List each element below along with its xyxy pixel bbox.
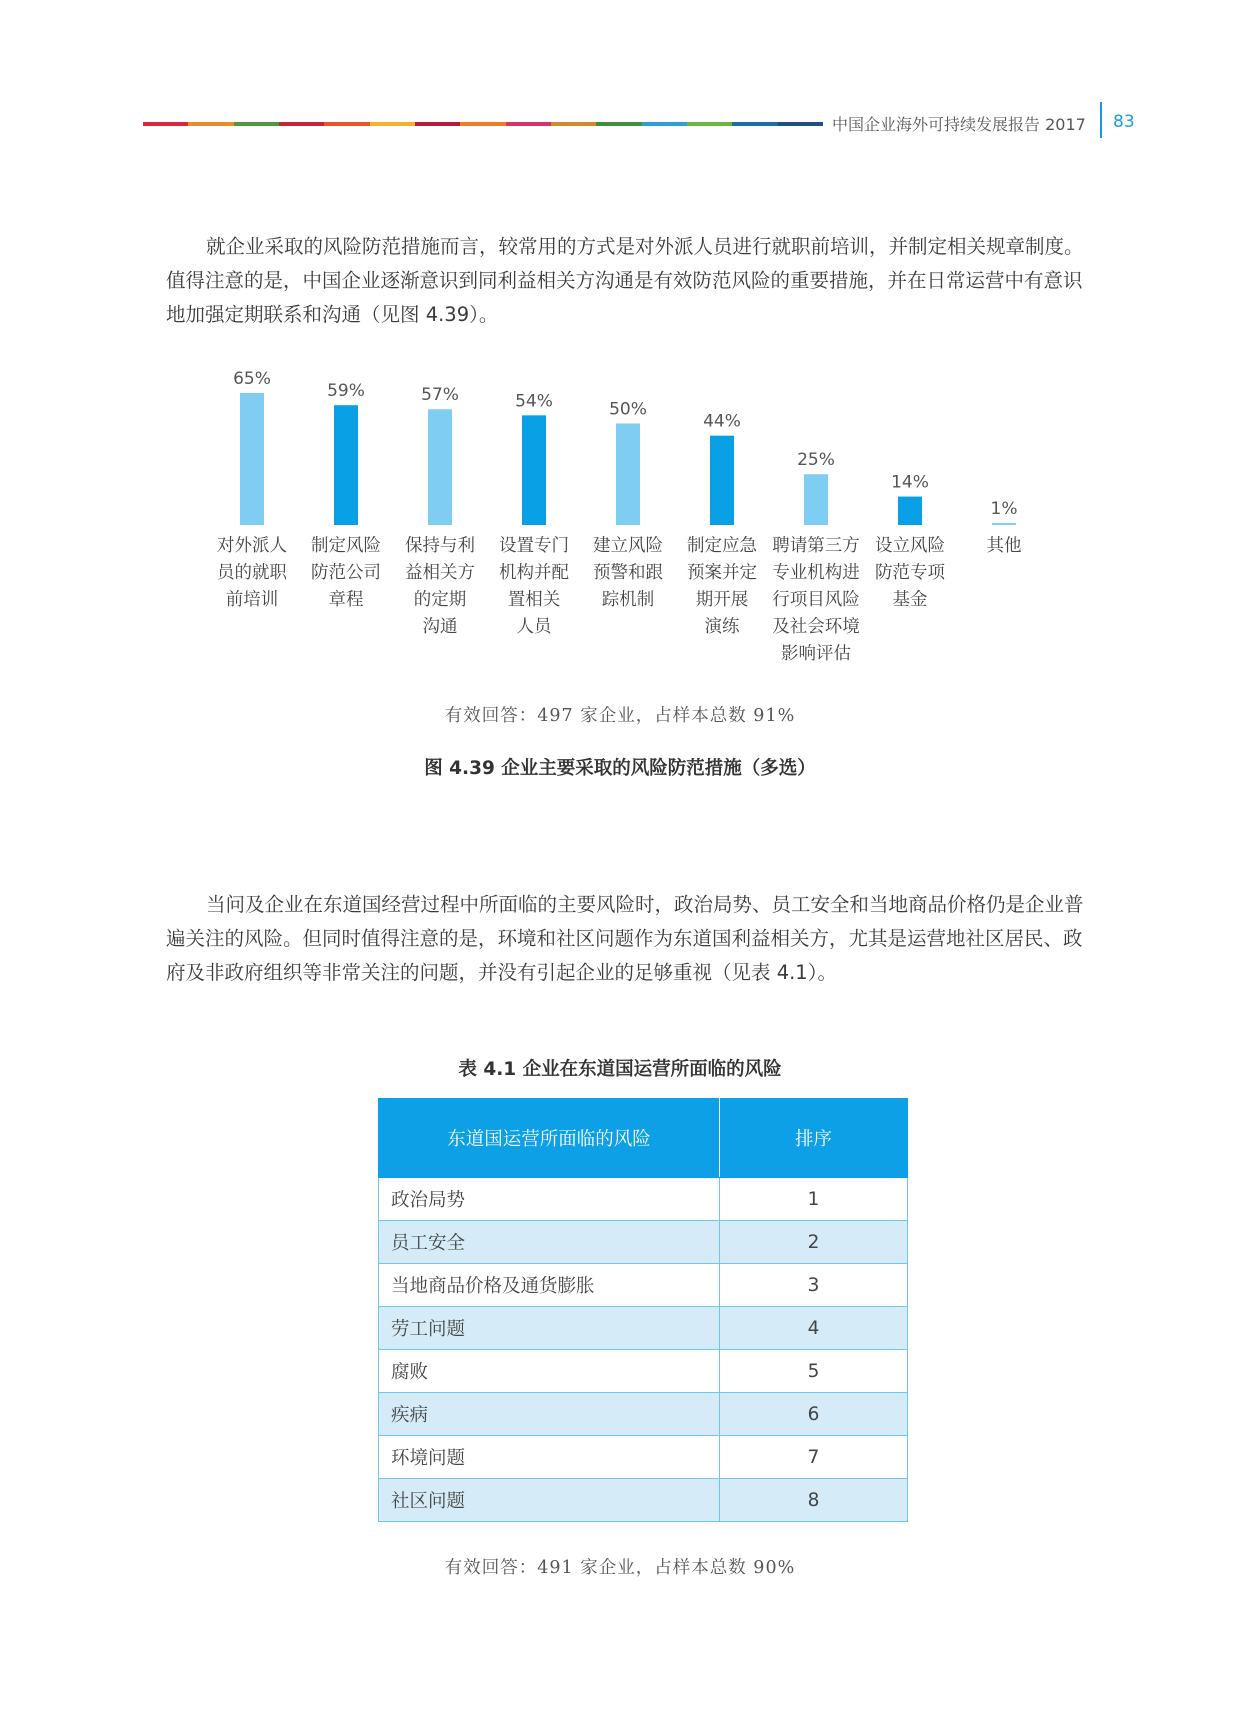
table-row xyxy=(379,1221,908,1264)
category-label: 建立风险 预警和跟 踪机制 xyxy=(593,536,663,610)
table-row xyxy=(379,1350,908,1393)
report-title: 中国企业海外可持续发展报告 2017 xyxy=(832,115,1086,134)
risk-name: 腐败 xyxy=(379,1350,720,1393)
risk-rank: 7 xyxy=(720,1436,908,1479)
bar-value-label: 1% xyxy=(990,498,1018,519)
stripe-segment xyxy=(370,122,415,126)
stripe-segment xyxy=(324,122,369,126)
stripe-segment xyxy=(596,122,641,126)
bar-value-label: 50% xyxy=(609,399,647,420)
stripe-segment xyxy=(234,122,279,126)
risk-name: 员工安全 xyxy=(379,1221,720,1264)
risk-rank: 5 xyxy=(720,1350,908,1393)
table-row xyxy=(379,1178,908,1221)
bar-value-label: 54% xyxy=(515,391,553,412)
bar xyxy=(240,393,264,525)
second-paragraph-text: 当问及企业在东道国经营过程中所面临的主要风险时，政治局势、员工安全和当地商品价格仍是企业普遍关注的风险。但同时值得注意的是，环境和社区问题作为东道国利益相关方，尤其是运营地社区居民、政府及非政府组织等非常关注的问题，并没有引起企业的足够重视（见表 4.1）。 xyxy=(166,893,1084,984)
risk-rank: 3 xyxy=(720,1264,908,1307)
bar-value-label: 44% xyxy=(703,411,741,432)
stripe-segment xyxy=(551,122,596,126)
bar xyxy=(522,415,546,525)
category-label: 制定应急 预案并定 期开展 演练 xyxy=(687,536,757,637)
stripe-segment xyxy=(460,122,505,126)
table-row xyxy=(379,1264,908,1307)
bar-value-label: 25% xyxy=(797,450,835,471)
stripe-segment xyxy=(687,122,732,126)
bar xyxy=(898,497,922,525)
second-paragraph xyxy=(166,888,1100,990)
header-rank: 排序 xyxy=(720,1099,908,1178)
figure-caption: 图 4.39 企业主要采取的风险防范措施（多选） xyxy=(424,758,816,779)
risk-rank: 6 xyxy=(720,1393,908,1436)
stripe-segment xyxy=(415,122,460,126)
bar xyxy=(616,423,640,525)
risk-name: 政治局势 xyxy=(379,1178,720,1221)
bar xyxy=(428,409,452,525)
risk-name: 当地商品价格及通货膨胀 xyxy=(379,1264,720,1307)
header-color-stripe xyxy=(143,122,823,126)
risk-table xyxy=(378,1098,908,1522)
table-row xyxy=(379,1479,908,1522)
bar-value-label: 59% xyxy=(327,381,365,402)
table-note: 有效回答：491 家企业，占样本总数 90% xyxy=(444,1558,796,1578)
table-caption: 表 4.1 企业在东道国运营所面临的风险 xyxy=(458,1059,782,1080)
intro-paragraph xyxy=(166,230,1100,332)
intro-paragraph-text: 就企业采取的风险防范措施而言，较常用的方式是对外派人员进行就职前培训，并制定相关规章制度。值得注意的是，中国企业逐渐意识到同利益相关方沟通是有效防范风险的重要措施，并在日常运营中有意识地加强定期联系和沟通（见图 4.39）。 xyxy=(166,235,1084,326)
risk-rank: 4 xyxy=(720,1307,908,1350)
header-risk: 东道国运营所面临的风险 xyxy=(379,1099,720,1178)
chart-note: 有效回答：497 家企业，占样本总数 91% xyxy=(444,706,796,726)
stripe-segment xyxy=(778,122,823,126)
category-label: 制定风险 防范公司 章程 xyxy=(311,536,381,610)
stripe-segment xyxy=(279,122,324,126)
bar xyxy=(334,405,358,525)
stripe-segment xyxy=(732,122,777,126)
page-number: 83 xyxy=(1113,112,1135,132)
table-row xyxy=(379,1393,908,1436)
bar xyxy=(804,474,828,525)
risk-rank: 2 xyxy=(720,1221,908,1264)
category-label: 其他 xyxy=(986,536,1022,556)
bar-value-label: 14% xyxy=(891,472,929,493)
header-divider xyxy=(1100,102,1102,138)
category-label: 聘请第三方 专业机构进 行项目风险 及社会环境 影响评估 xyxy=(772,536,860,664)
bar-chart-svg xyxy=(190,350,1050,530)
stripe-segment xyxy=(506,122,551,126)
risk-name: 社区问题 xyxy=(379,1479,720,1522)
table-header-row xyxy=(379,1099,908,1178)
bar xyxy=(710,436,734,525)
risk-name: 环境问题 xyxy=(379,1436,720,1479)
category-label: 设置专门 机构并配 置相关 人员 xyxy=(499,536,569,637)
bar-chart xyxy=(190,350,1050,680)
risk-rank: 1 xyxy=(720,1178,908,1221)
stripe-segment xyxy=(143,122,188,126)
category-label: 保持与利 益相关方 的定期 沟通 xyxy=(405,536,475,637)
bar-value-label: 57% xyxy=(421,385,459,406)
bar-value-label: 65% xyxy=(233,369,271,389)
risk-rank: 8 xyxy=(720,1479,908,1522)
risk-name: 劳工问题 xyxy=(379,1307,720,1350)
table-row xyxy=(379,1307,908,1350)
bar xyxy=(992,523,1016,525)
risk-name: 疾病 xyxy=(379,1393,720,1436)
category-label: 设立风险 防范专项 基金 xyxy=(875,536,945,610)
category-label: 对外派人 员的就职 前培训 xyxy=(217,536,287,610)
stripe-segment xyxy=(188,122,233,126)
table-row xyxy=(379,1436,908,1479)
stripe-segment xyxy=(642,122,687,126)
